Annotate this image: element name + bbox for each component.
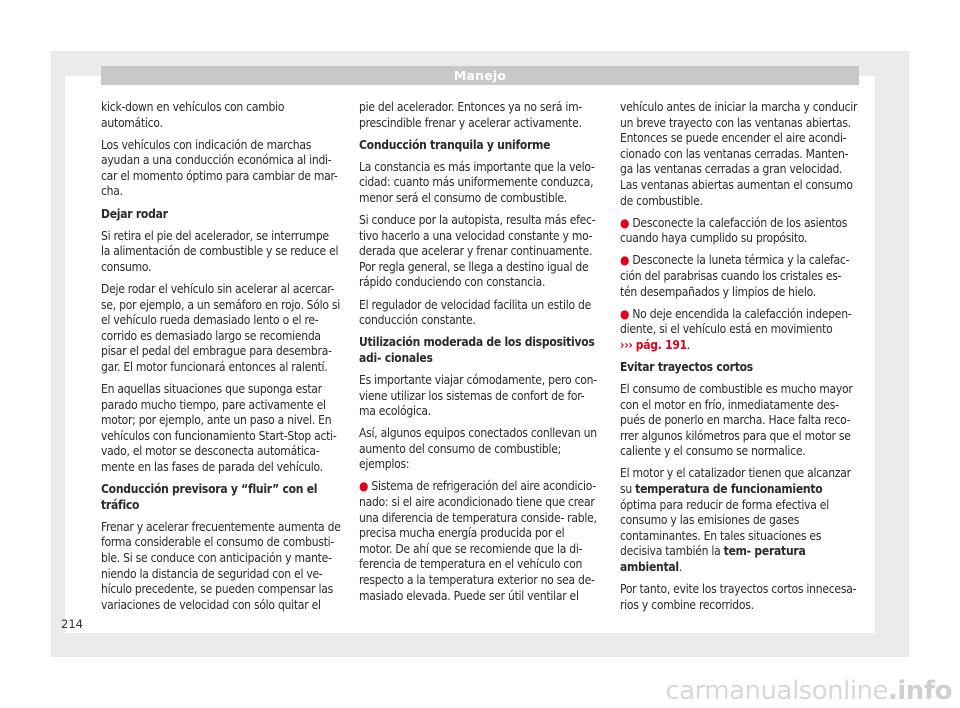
paragraph: Es importante viajar cómodamente, pero con- viene utilizar los sistemas de confort de for- ma ecológica. <box>359 372 597 419</box>
text-column-1 <box>101 100 341 620</box>
watermark <box>665 676 952 706</box>
paragraph: En aquellas situaciones que suponga estar parado mucho tiempo, pare activamente el motor; por ejemplo, ante un paso a nivel. En vehículos con funcionamiento Start-Stop acti- vado, el motor se desconecta automática- mente en las fases de parada del vehículo. <box>101 382 337 474</box>
paragraph: Si retira el pie del acelerador, se interrumpe la alimentación de combustible y se reduce el consumo. <box>101 228 339 274</box>
subheading: Conducción tranquila y uniforme <box>359 137 551 152</box>
paragraph: Por tanto, evite los trayectos cortos innecesa- rios y combine recorridos. <box>620 582 857 612</box>
paragraph: Los vehículos con indicación de marchas ayudan a una conducción económica al indi- car el momento óptimo para cambiar de mar- cha. <box>101 137 338 199</box>
text-column-2 <box>359 100 599 611</box>
bullet-icon: ● <box>620 306 630 321</box>
paragraph: La constancia es más importante que la velo- cidad: cuanto más uniformemente conduzca, menor será el consumo de combustible. <box>359 159 595 205</box>
paragraph: Deje rodar el vehículo sin acelerar al acercar- se, por ejemplo, a un semáforo en rojo. Sólo si el vehículo rueda demasiado lento o el re- corrido es demasiado largo se recomienda pisar el pedal del embrague para desembra- gar. El motor funcionará entonces al ralentí. <box>101 281 341 374</box>
paragraph: Frenar y acelerar frecuentemente aumenta de forma considerable el consumo de combusti- ble. Si se conduce con anticipación y mante- niendo la distancia de seguridad con el ve- hículo precedente, se pueden compensar las variaciones de velocidad con sólo quitar el <box>101 519 341 612</box>
bullet-icon: ● <box>620 253 630 268</box>
punctuation: . <box>686 337 691 352</box>
paragraph: El consumo de combustible es mucho mayor con el motor en frío, inmediatamente des- pués de ponerlo en marcha. Hace falta reco- rrer algunos kilómetros para que el motor se caliente y el consumo se normalice. <box>620 382 853 459</box>
paragraph: vehículo antes de iniciar la marcha y conducir un breve trayecto con las ventanas abiertas. Entonces se puede encender el aire acondi- cionado con las ventanas cerradas. Manten- ga las ventanas cerradas a gran velocidad. Las ventanas abiertas aumentan el consumo de combustible. <box>620 100 858 208</box>
paragraph: Si conduce por la autopista, resulta más efec- tivo hacerlo a una velocidad constante y mo- derada que acelerar y frenar continuamente. Por regla general, se llega a destino igual de rápido conduciendo con constancia. <box>359 213 596 290</box>
bullet-text: Desconecte la luneta térmica y la calefac- ción del parabrisas cuando los cristales es- tén desempañados y limpios de hielo. <box>620 253 850 299</box>
bullet-item <box>620 253 860 300</box>
subheading: Dejar rodar <box>101 206 168 221</box>
section-title: Manejo <box>453 68 507 83</box>
bullet-text: No deje encendida la calefacción indepen- diente, si el vehículo está en movimiento <box>620 306 852 337</box>
subheading: Evitar trayectos cortos <box>620 359 753 374</box>
paragraph: kick-down en vehículos con cambio automático. <box>101 100 285 130</box>
bullet-item <box>359 479 599 604</box>
bullet-icon: ● <box>359 479 369 494</box>
page-reference-link[interactable]: pág. 191 <box>635 337 687 352</box>
paragraph: pie del acelerador. Entonces ya no será im- prescindible frenar y acelerar activamente. <box>359 100 583 130</box>
paragraph <box>620 466 860 575</box>
paragraph: El regulador de velocidad facilita un estilo de conducción constante. <box>359 297 591 328</box>
bullet-icon: ● <box>620 215 630 230</box>
bullet-text: Desconecte la calefacción de los asientos cuando haya cumplido su propósito. <box>620 215 848 246</box>
watermark-text: carmanualsonline <box>665 676 889 706</box>
subheading: Conducción previsora y “fluir” con el tráfico <box>101 482 318 512</box>
page-number: 214 <box>61 617 83 631</box>
bullet-item <box>620 216 860 247</box>
text-column-3 <box>620 100 860 620</box>
subheading: Utilización moderada de los dispositivos adi- cionales <box>359 335 595 365</box>
emphasis-text: temperatura de funcionamiento <box>635 482 823 497</box>
bullet-text: Sistema de refrigeración del aire acondicio- nado: si el aire acondicionado tiene que crear una diferencia de temperatura conside- rable, precisa mucha energía producida por el motor. De ahí que se recomiende que la di- ferencia de temperatura en el vehículo con respecto a la temperatura exterior no sea de- masiado elevada. Puede ser útil ventilar el <box>359 479 597 603</box>
paragraph: Así, algunos equipos conectados conllevan un aumento del consumo de combustible; ejemplos: <box>359 426 597 472</box>
text-run: óptima para reducir de forma efectiva el consumo y las emisiones de gases contaminantes. En tales situaciones es decisiva también la <box>620 497 829 559</box>
cross-reference-arrow-icon: ››› <box>620 337 633 352</box>
section-header <box>101 66 859 85</box>
text-run: . <box>678 560 683 575</box>
text-run: El motor y el catalizador tienen que alcanzar su <box>620 466 851 497</box>
emphasis-text: tem- peratura ambiental <box>620 544 806 575</box>
bullet-item <box>620 307 860 354</box>
watermark-suffix: .info <box>888 676 952 706</box>
